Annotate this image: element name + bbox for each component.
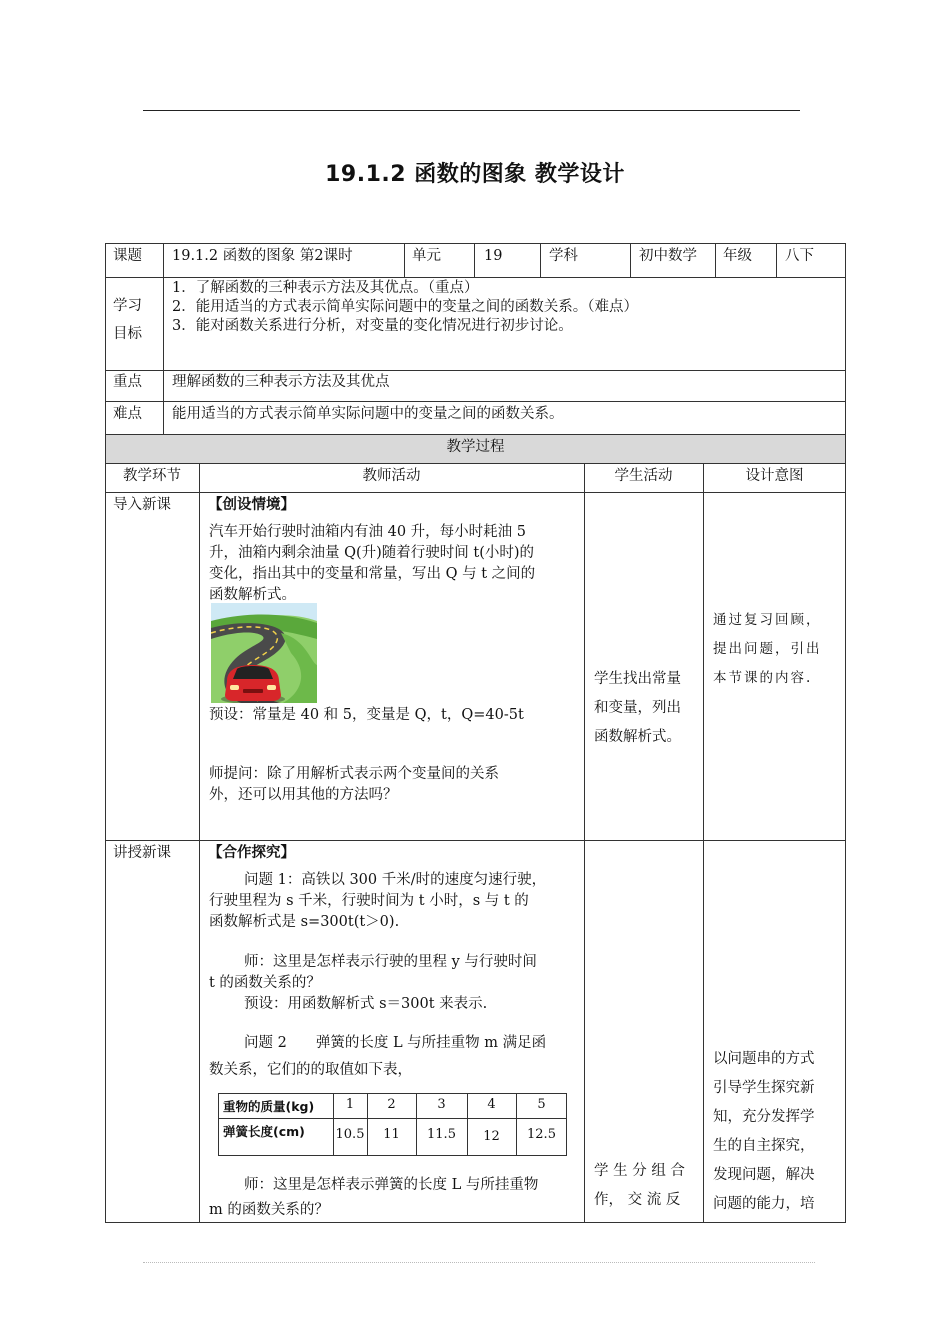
lecture-q1-line: 行驶里程为 s 千米，行驶时间为 t 小时，s 与 t 的 — [209, 893, 529, 909]
grade-label: 年级 — [723, 248, 752, 264]
goal-item: 1．了解函数的三种表示方法及其优点。（重点） — [172, 280, 479, 296]
lecture-t1-line: t 的函数关系的？ — [209, 975, 321, 991]
intro-question-line: 师提问：除了用解析式表示两个变量间的关系 — [209, 766, 499, 782]
topic-value: 19.1.2 函数的图象 第2课时 — [172, 248, 353, 264]
footer-rule — [143, 1262, 815, 1263]
table-row-label: 弹簧长度(cm) — [223, 1124, 305, 1139]
lecture-stage: 讲授新课 — [113, 845, 171, 861]
lecture-section-title: 【合作探究】 — [208, 845, 295, 861]
table-cell: 5 — [537, 1097, 546, 1112]
goal-item: 3．能对函数关系进行分析，对变量的变化情况进行初步讨论。 — [172, 318, 573, 334]
lecture-q1-line: 问题 1：高铁以 300 千米/时的速度匀速行驶， — [244, 872, 547, 888]
page-title: 19.1.2 函数的图象 教学设计 — [325, 162, 625, 187]
key-point-label: 重点 — [113, 374, 142, 390]
table-cell: 12.5 — [527, 1127, 556, 1142]
intro-problem-line: 函数解析式。 — [209, 587, 296, 603]
lecture-intent-line: 引导学生探究新 — [713, 1080, 815, 1096]
header-rule — [143, 110, 800, 111]
topic-label: 课题 — [113, 248, 142, 264]
difficulty-text: 能用适当的方式表示简单实际问题中的变量之间的函数关系。 — [172, 406, 564, 422]
key-point-text: 理解函数的三种表示方法及其优点 — [172, 374, 390, 390]
intro-problem-line: 升，油箱内剩余油量 Q(升)随着行驶时间 t(小时)的 — [209, 545, 535, 561]
table-cell: 11 — [383, 1127, 400, 1142]
col-stage: 教学环节 — [123, 468, 181, 484]
lecture-t2-line: 师：这里是怎样表示弹簧的长度 L 与所挂重物 — [244, 1177, 539, 1193]
table-cell: 4 — [487, 1097, 496, 1112]
lecture-q1-line: 函数解析式是 s=300t(t＞0). — [209, 914, 400, 930]
intro-student-line: 函数解析式。 — [594, 729, 681, 745]
car-road-illustration — [211, 603, 317, 703]
lecture-intent-line: 生的自主探究， — [713, 1138, 815, 1154]
goal-item: 2．能用适当的方式表示简单实际问题中的变量之间的函数关系。（难点） — [172, 299, 638, 315]
intro-problem-line: 汽车开始行驶时油箱内有油 40 升，每小时耗油 5 — [209, 524, 527, 540]
intro-intent-line: 通过复习回顾， — [713, 612, 822, 628]
table-cell: 12 — [483, 1129, 500, 1144]
intro-student-line: 学生找出常量 — [594, 671, 681, 687]
table-cell: 11.5 — [427, 1127, 456, 1142]
col-student: 学生活动 — [614, 468, 673, 484]
process-heading: 教学过程 — [446, 439, 505, 455]
lecture-preset1: 预设：用函数解析式 s＝300t 来表示. — [244, 996, 488, 1012]
intro-student-line: 和变量，列出 — [594, 700, 681, 716]
intro-problem-line: 变化，指出其中的变量和常量，写出 Q 与 t 之间的 — [209, 566, 536, 582]
lecture-q2-line: 数关系，它们的的取值如下表， — [209, 1062, 412, 1078]
goals-label-line1: 学习 — [113, 298, 142, 314]
intro-question-line: 外，还可以用其他的方法吗？ — [209, 787, 398, 803]
lecture-student-line: 作， 交 流 反 — [594, 1192, 681, 1208]
grade-value: 八下 — [785, 248, 814, 264]
goals-label-line2: 目标 — [113, 326, 142, 342]
lecture-intent-line: 知，充分发挥学 — [713, 1109, 815, 1125]
lecture-intent-line: 发现问题，解决 — [713, 1167, 815, 1183]
intro-section-title: 【创设情境】 — [208, 497, 295, 513]
table-cell: 3 — [437, 1097, 446, 1112]
lecture-t1-line: 师：这里是怎样表示行驶的里程 y 与行驶时间 — [244, 954, 537, 970]
lecture-q2-line: 问题 2 弹簧的长度 L 与所挂重物 m 满足函 — [244, 1035, 547, 1051]
table-cell: 10.5 — [335, 1127, 365, 1142]
lecture-intent-line: 问题的能力，培 — [713, 1196, 815, 1212]
intro-intent-line: 提出问题，引出 — [713, 641, 822, 657]
col-teacher: 教师活动 — [362, 468, 421, 484]
table-cell: 2 — [387, 1097, 396, 1112]
unit-label: 单元 — [412, 248, 441, 264]
intro-intent-line: 本节课的内容. — [713, 670, 813, 686]
col-intent: 设计意图 — [745, 468, 804, 484]
intro-preset: 预设：常量是 40 和 5，变量是 Q，t，Q=40-5t — [209, 707, 524, 723]
intro-stage: 导入新课 — [113, 497, 171, 513]
lecture-student-line: 学 生 分 组 合 — [594, 1163, 685, 1179]
lecture-t2-line: m 的函数关系的？ — [209, 1202, 329, 1218]
table-cell: 1 — [345, 1097, 355, 1112]
subject-label: 学科 — [549, 248, 578, 264]
lecture-intent-line: 以问题串的方式 — [713, 1051, 815, 1067]
subject-value: 初中数学 — [639, 248, 697, 264]
table-row-label: 重物的质量(kg) — [223, 1099, 315, 1114]
difficulty-label: 难点 — [113, 406, 142, 422]
unit-value: 19 — [484, 248, 503, 264]
